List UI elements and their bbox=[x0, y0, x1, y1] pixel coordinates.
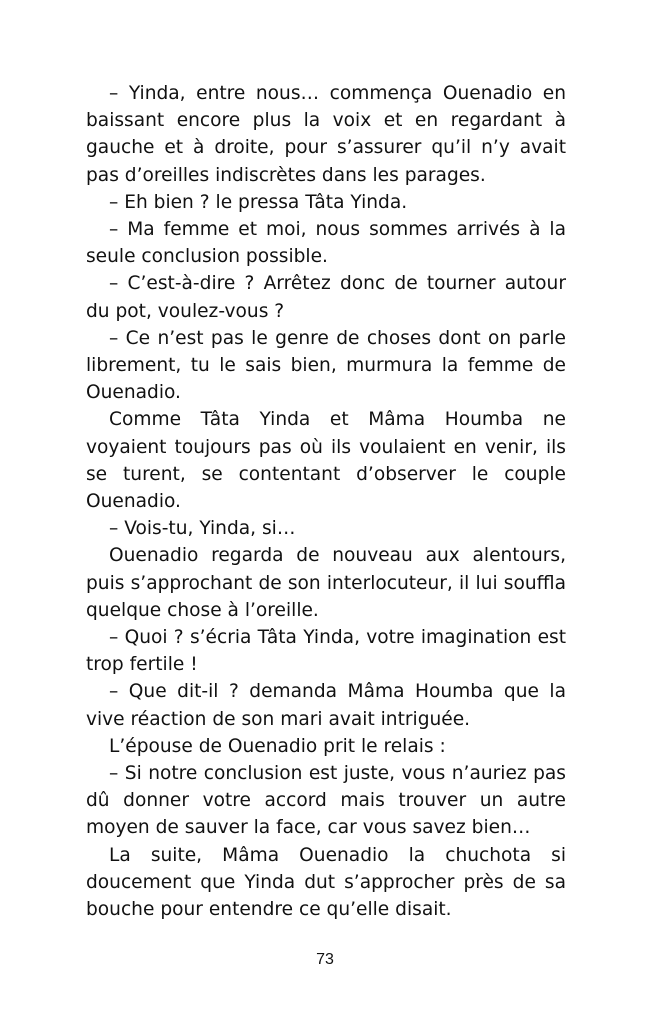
paragraph: – Yinda, entre nous… commença Ouenadio en baissant encore plus la voix et en regardant à gauche et à droite, pour s’assurer qu’il n’y avait pas d’oreilles indiscrètes dans les parages. bbox=[86, 83, 566, 186]
paragraph: La suite, Mâma Ouenadio la chuchota si doucement que Yinda dut s’approcher près de sa bouche pour entendre ce qu’elle disait. bbox=[86, 844, 566, 921]
paragraph: – C’est-à-dire ? Arrêtez donc de tourner autour du pot, voulez-vous ? bbox=[86, 273, 566, 322]
page-body-text bbox=[86, 80, 566, 923]
paragraph: – Quoi ? s’écria Tâta Yinda, votre imagination est trop fertile ! bbox=[86, 627, 566, 676]
page-number: 73 bbox=[316, 951, 334, 968]
paragraph: – Ma femme et moi, nous sommes arrivés à la seule conclusion possible. bbox=[86, 219, 566, 268]
paragraph: L’épouse de Ouenadio prit le relais : bbox=[109, 735, 446, 757]
paragraph: Ouenadio regarda de nouveau aux alentours, puis s’approchant de son interlocuteur, il lui souffla quelque chose à l’oreille. bbox=[86, 545, 566, 621]
paragraph: – Vois-tu, Yinda, si… bbox=[109, 518, 296, 540]
paragraph: – Si notre conclusion est juste, vous n’auriez pas dû donner votre accord mais trouver un autre moyen de sauver la face, car vous savez bien… bbox=[86, 763, 566, 839]
paragraph: – Ce n’est pas le genre de choses dont on parle librement, tu le sais bien, murmura la femme de Ouenadio. bbox=[86, 327, 566, 404]
paragraph: Comme Tâta Yinda et Mâma Houmba ne voyaient toujours pas où ils voulaient en venir, ils se turent, se contentant d’observer le couple Ouenadio. bbox=[86, 409, 566, 513]
paragraph: – Eh bien ? le pressa Tâta Yinda. bbox=[109, 191, 408, 213]
paragraph: – Que dit-il ? demanda Mâma Houmba que la vive réaction de son mari avait intriguée. bbox=[86, 681, 566, 730]
